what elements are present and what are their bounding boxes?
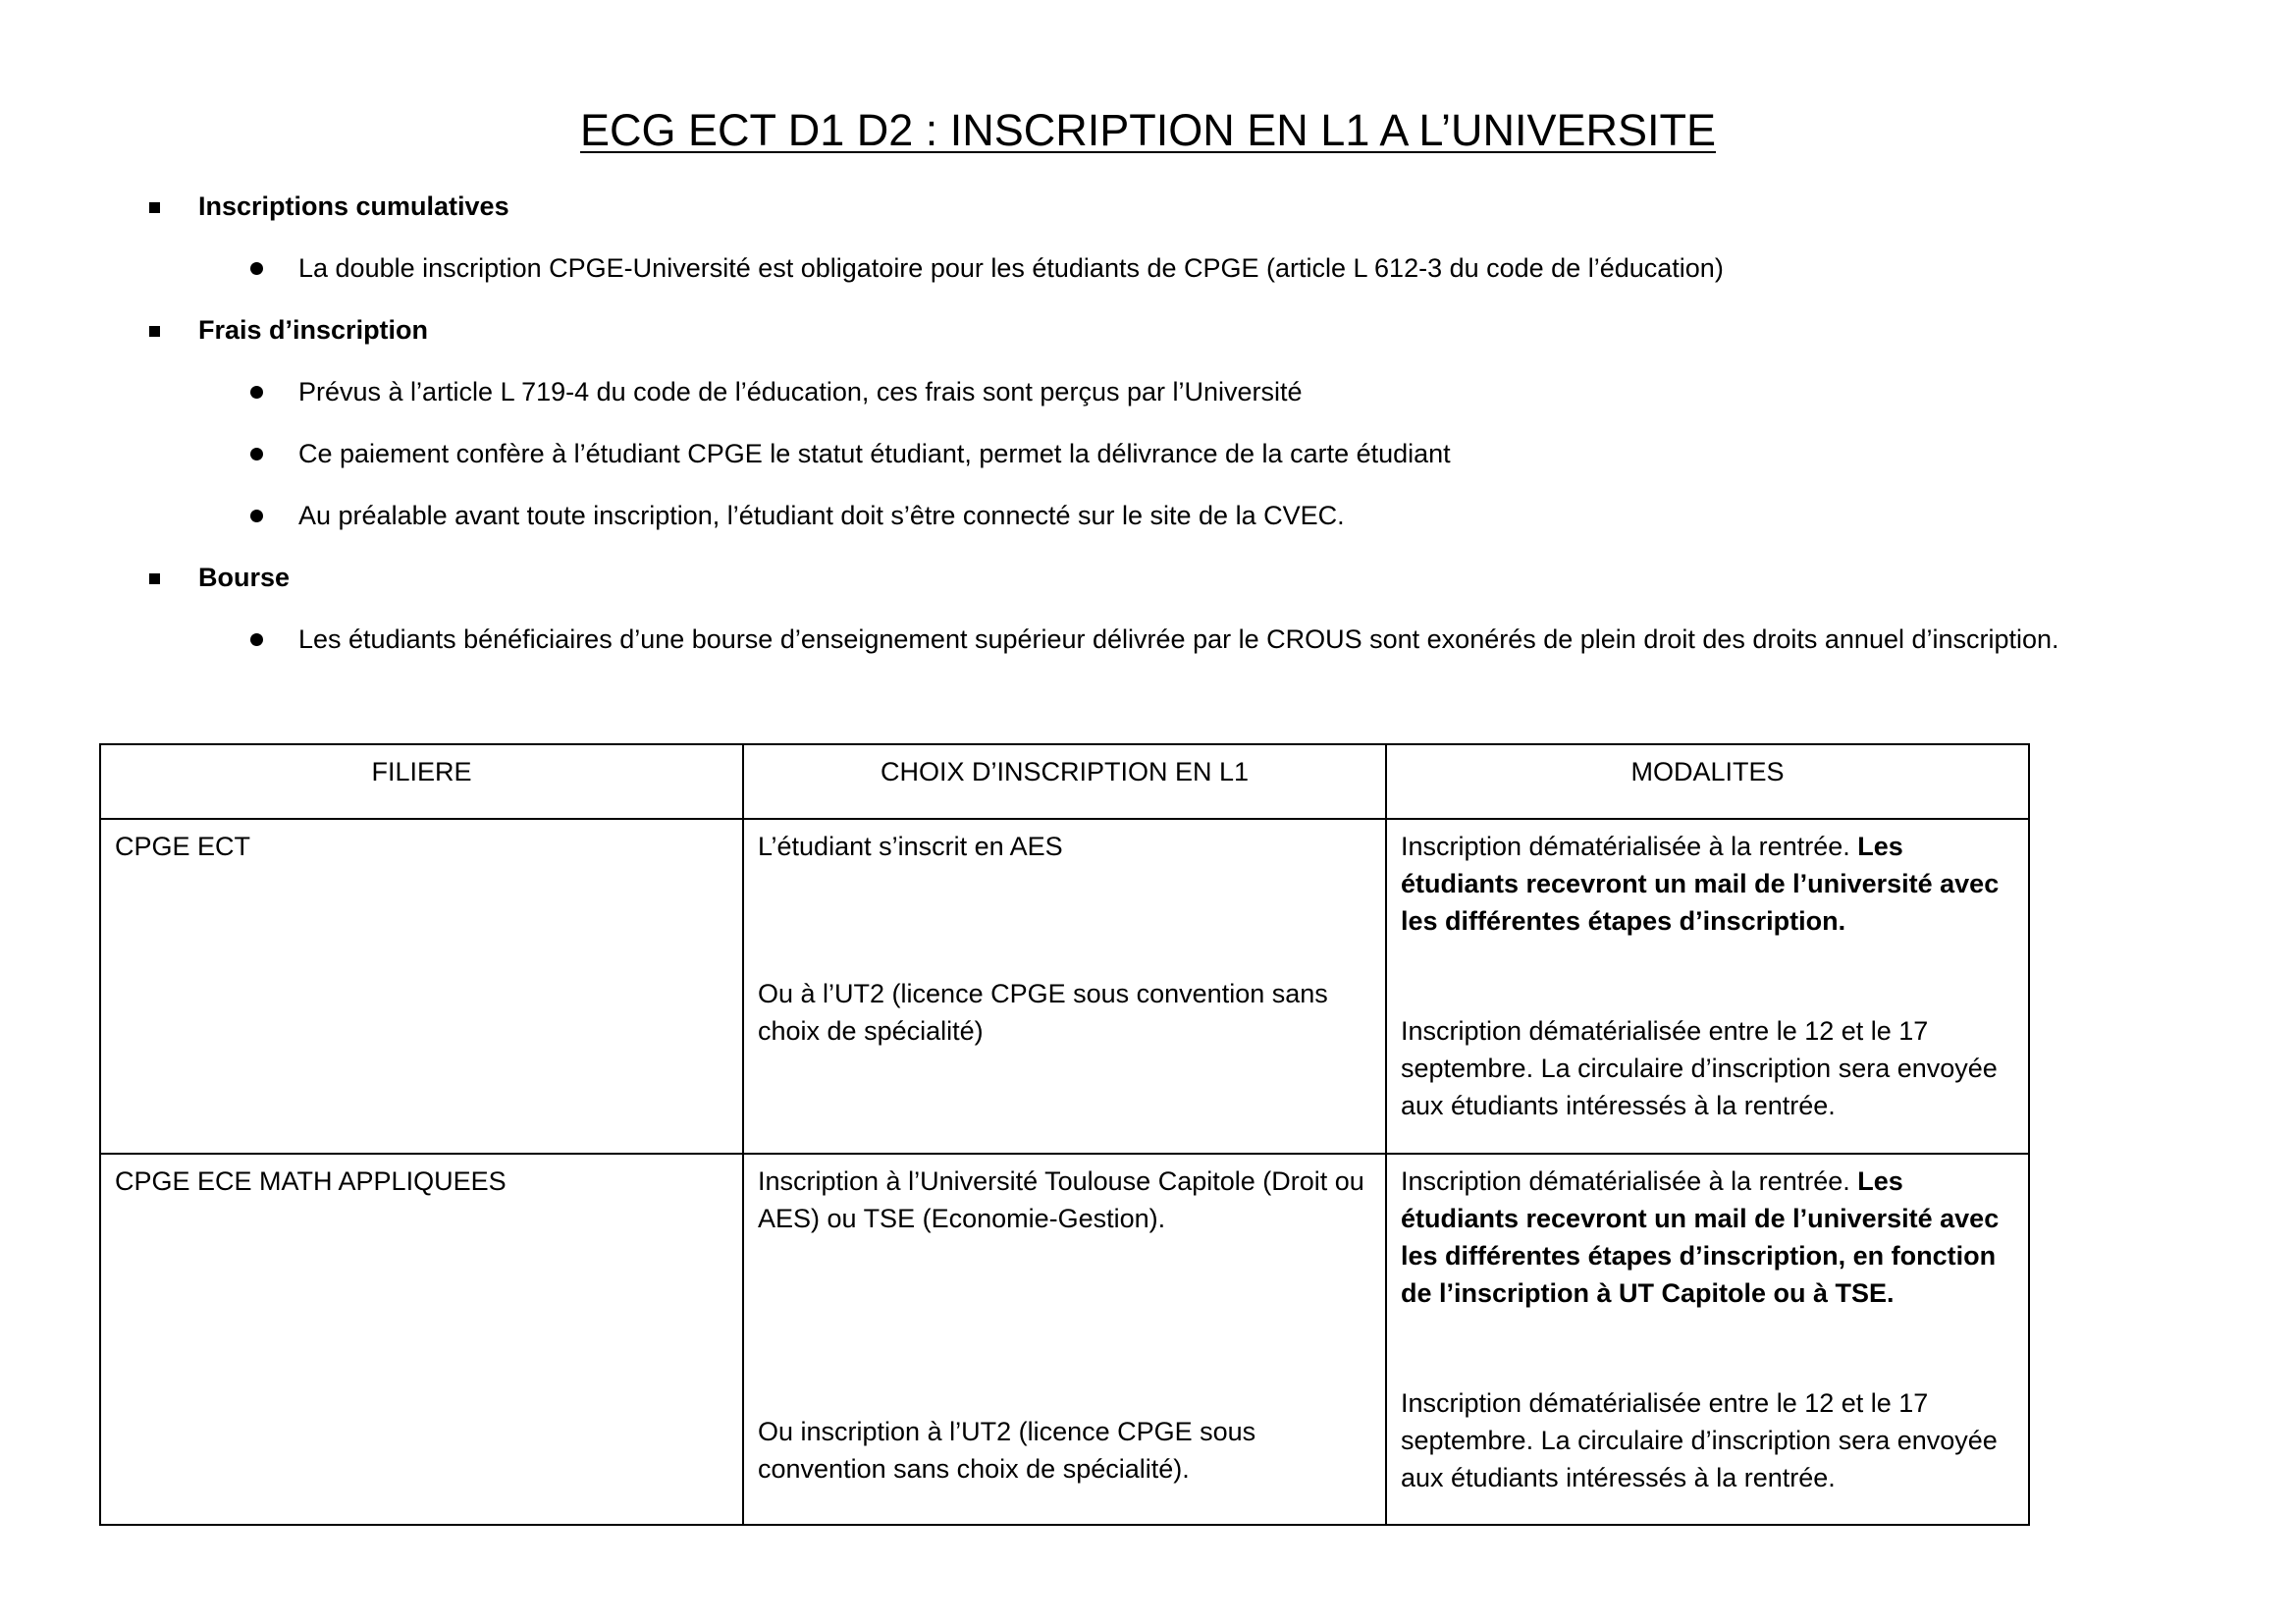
- cell-modalites: Inscription dématérialisée à la rentrée. Les étudiants recevront un mail de l’université avec les différentes étapes d’inscription. Inscription dématérialisée entre le 12 et le 17 septembre. La circulaire d’inscription sera envoyée aux étudiants intéressés à la rentrée.: [1386, 819, 2029, 1154]
- document-page: ECG ECT D1 D2 : INSCRIPTION EN L1 A L’UNIVERSITE Inscriptions cumulatives La double inscription CPGE-Université est obligatoire pour les étudiants de CPGE (article L 612-3 du code de l’éducation) Frais d’inscription Prévus à l’article L 719-4 du code de l’éducation, ces frais sont perçus par l’Université Ce paiement confère à l’étudiant CPGE le statut étudiant, permet la délivrance de la carte étudiant Au préalable avant toute inscription, l’étudiant doit s’être connecté sur le site de la CVEC. Bourse Les étudiants bénéficiaires d’une bourse d’enseignement supérieur délivrée par le CROUS sont exonérés de plein droit des droits annuel d’inscription. FILIERE CHOIX D’INSCRIPTION EN L1 MODALITES CPGE ECT L’étudiant s’inscrit en AES Ou à l’UT2 (licence CPGE sous convention sans choix de spécialité) Inscription dématérialisée à la rentrée. Les étudiants recevront un mail de l’université avec les différentes étapes d’inscription. Inscription dématérialisée entre le 12 et le 17 septembre. La circulaire d’inscription sera envoyée aux étudiants intéressés à la rentrée. CPGE ECE MATH APPLIQUEES Inscription à l’Université Toulouse Capitole (Droit ou AES) ou TSE (Economie-Gestion). Ou inscription à l’UT2 (licence CPGE sous convention sans choix de spécialité). Inscription dématérialisée à la rentrée. Les étudiants recevront un mail de l’université avec les différentes étapes d’inscription, en fonction de l’inscription à UT Capitole ou à TSE. Inscription dématérialisée entre le 12 et le 17 septembre. La circulaire d’inscription sera envoyée aux étudiants intéressés à la rentrée.: [0, 0, 2296, 1624]
- round-bullet-icon: [250, 510, 263, 522]
- round-bullet-icon: [250, 262, 263, 275]
- table-header-row: [100, 744, 2029, 819]
- cell-choix: Inscription à l’Université Toulouse Capitole (Droit ou AES) ou TSE (Economie-Gestion). Ou inscription à l’UT2 (licence CPGE sous convention sans choix de spécialité).: [743, 1154, 1386, 1525]
- cell-choix: L’étudiant s’inscrit en AES Ou à l’UT2 (licence CPGE sous convention sans choix de spécialité): [743, 819, 1386, 1154]
- square-bullet-icon: [149, 326, 160, 337]
- round-bullet-icon: [250, 633, 263, 646]
- header-filiere: FILIERE: [100, 744, 743, 819]
- round-bullet-icon: [250, 448, 263, 460]
- round-bullet-icon: [250, 386, 263, 399]
- header-choix: CHOIX D’INSCRIPTION EN L1: [743, 744, 1386, 819]
- header-modalites: MODALITES: [1386, 744, 2029, 819]
- table-row: [100, 819, 2029, 1154]
- cell-modalites: Inscription dématérialisée à la rentrée. Les étudiants recevront un mail de l’université avec les différentes étapes d’inscription, en fonction de l’inscription à UT Capitole ou à TSE. Inscription dématérialisée entre le 12 et le 17 septembre. La circulaire d’inscription sera envoyée aux étudiants intéressés à la rentrée.: [1386, 1154, 2029, 1525]
- square-bullet-icon: [149, 573, 160, 584]
- cell-filiere: CPGE ECE MATH APPLIQUEES: [100, 1154, 743, 1525]
- table-row: [100, 1154, 2029, 1525]
- document-title: ECG ECT D1 D2 : INSCRIPTION EN L1 A L’UNIVERSITE: [580, 105, 1716, 155]
- inscription-table: [99, 743, 2030, 1526]
- cell-filiere: CPGE ECT: [100, 819, 743, 1154]
- square-bullet-icon: [149, 202, 160, 213]
